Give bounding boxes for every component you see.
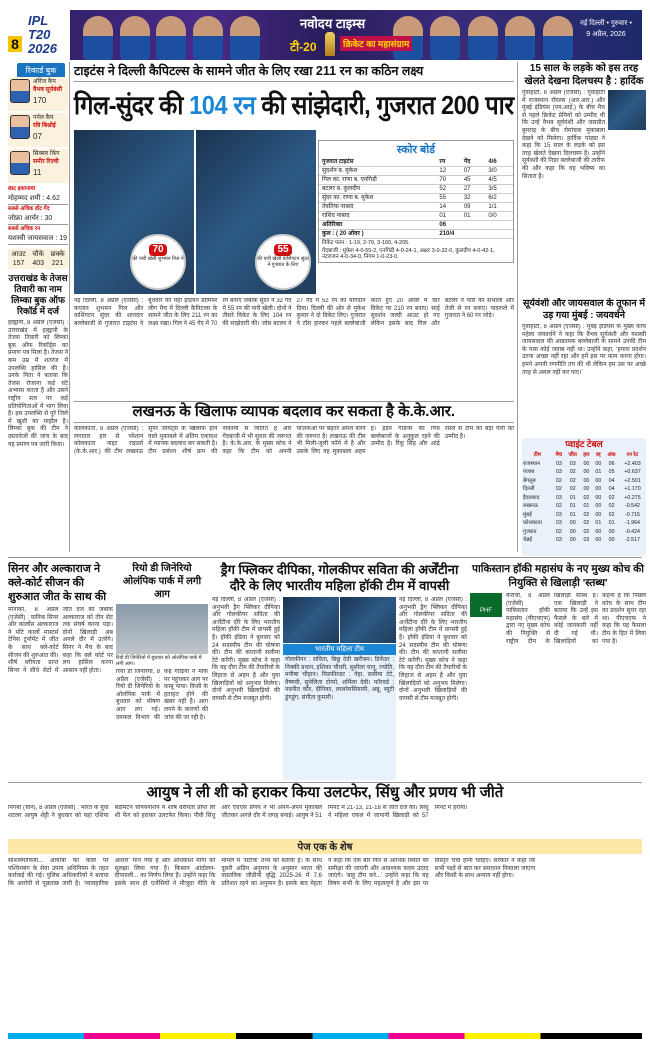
- points-col-header: हार: [583, 452, 590, 458]
- points-cell: 00: [583, 486, 590, 492]
- totals: आउट 157 चौके 403 छक्के 221: [8, 249, 68, 269]
- hockey-content: [212, 597, 467, 780]
- points-cell: -0.715: [624, 511, 641, 518]
- hockey-body: नई दिल्ली, 8 अप्रैल (एजेंसी) : अनुभवी ड्रैग फ्लिकर दीपिका और गोलकीपर सविता की अर्जेंटीना दौरे के लिए भारतीय महिला हॉकी टीम में वापसी हुई है। हॉकी इंडिया ने बुधवार को 24 सदस्यीय टीम की घोषणा की। टीम की कप्तानी सलीमा टेटे करेंगी। मुख्य कोच ने कहा कि यह दौरा टीम की तैयारियों के लिहाज से अहम है और युवा खिलाड़ियों को अनुभव मिलेगा। दोनों अनुभवी खिलाड़ियों की वापसी से टीम मजबूत होगी।: [212, 597, 280, 702]
- points-cell: 00: [583, 477, 590, 484]
- points-cell: 02: [608, 511, 615, 518]
- points-col-header: टीम: [533, 452, 541, 458]
- points-cell: -1.964: [624, 520, 641, 526]
- points-cell: 00: [595, 511, 602, 518]
- points-row: [522, 460, 646, 469]
- hockey-story: [212, 562, 467, 780]
- player-photo: [468, 16, 498, 60]
- points-row: [522, 468, 646, 477]
- points-row: [522, 519, 646, 528]
- points-cell: -2.517: [624, 537, 641, 543]
- hardik-content: [522, 90, 646, 296]
- points-cell: 01: [569, 503, 576, 509]
- stat-circle: 55 की पारी खेली वाशिंगटन सुंदर ने गुजरात के लिए: [255, 234, 311, 290]
- lead-body: नई दिल्ली, 8 अप्रैल (एजेंसी) : कप्तान शुभमन गिल और वाशिंगटन सुंदर की शानदार बल्लेबाजी से गुजरात टाइटंस ने बुधवार को यहां इंडियन प्रीमियर लीग मैच में दिल्ली कैपिटल्स के सामने जीत के लिए 211 रन का लक्ष्य रखा। गिल ने 45 गेंद में 70 रन बनाए जबकि सुंदर ने 32 गेंद में 55 रन की पारी खेली। दोनों ने तीसरे विकेट के लिए 104 रन की साझेदारी की। जोस बटलर ने 27 गेंद में 52 रन का योगदान दिया। दिल्ली की ओर से मुकेश कुमार ने दो विकेट लिए। गुजरात ने टॉस हारकर पहले बल्लेबाजी करते हुए 20 ओवर में चार विकेट पर 210 रन बनाए। साई सुदर्शन जल्दी आउट हो गए लेकिन इसके बाद गिल और बटलर ने पारी को संभाला और तेजी से रन बनाए। पावरप्ले में गुजरात ने 60 रन जोड़े।: [74, 298, 514, 327]
- points-cell: 00: [595, 486, 602, 492]
- points-cell: गुजरात: [523, 528, 537, 535]
- record-item: ऑरेंज कैप वैभव सूर्यवंशी 170: [8, 77, 68, 111]
- points-cell: 02: [555, 528, 562, 535]
- deepika-photo: [283, 597, 339, 643]
- left-column: [8, 186, 68, 544]
- points-cell: 00: [608, 528, 615, 535]
- rio-caption: रियो डी जिनेरियो में बुधवार को ओलंपिक पार्क में लगी आग।: [116, 655, 202, 667]
- player-photo: [193, 16, 223, 60]
- points-cell: हैदराबाद: [523, 494, 540, 501]
- player-photo: [543, 16, 573, 60]
- dateline: नई दिल्ली • गुरुवार • 9 अप्रैल, 2026: [580, 20, 632, 38]
- points-row: [522, 494, 646, 503]
- t20-label: टी-20: [290, 40, 317, 54]
- hardik-story: [522, 62, 646, 296]
- points-col-header: मैच: [555, 452, 563, 458]
- suryavanshi-story: [522, 298, 646, 436]
- points-cell: 01: [583, 503, 590, 509]
- scoreboard: स्कोर बोर्ड गुजरात टाइटंस रन गेंद 4/6 सुदर्शन ब. मुकेश 12 07 3/0 गिल का. राणा ब. एनगिडी 70 45 4/5 बटलर ब. कुलदीप 52 27 3/5 सुंदर का. राणा ब. मुकेश 55 32 6/2 तेवतिया नाबाद 14 09 1/1 राशिद नाबाद 01 01 0/0 अतिरिक्त 06 कुल : ( 20 ओवर ) 210/4 विकेट पतन : 1-19, 2-79, 3-160, 4-205. गेंदबाजी : मुकेश 4-0-55-2, एनगिडी 4-0-24-1, अक्षर 3-0-32-0, कुलदीप 4-0-42-1, नटराजन 4-0-34-0, निगम 1-0-23-0.: [318, 140, 514, 263]
- player-photo: [120, 16, 150, 60]
- player-photo: [10, 151, 30, 175]
- player-photo: [10, 115, 30, 139]
- kkr-body: कोलकाता, 8 अप्रैल (एजेंसी) : लगातार हार से परेशान कोलकाता नाइट राइडर्स (के.के.आर.) की टीम लखनऊ सुपर जायंट्स के खिलाफ होने वाले मुकाबले में अंतिम एकादश में व्यापक बदलाव कर सकती है। टीम प्रबंधन शीर्ष क्रम की नाकामी से चिंतित है और गेंदबाजी में भी सुधार की जरूरत है। के.के.आर. के मुख्य कोच ने कहा कि टीम को अपनी योजनाओं पर बेहतर अमल करने की जरूरत है। लखनऊ की टीम भी मिली-जुली फॉर्म में है और उसके लिए यह मुकाबला अहम है। ईडन गार्डन्स की पिच बल्लेबाजों के अनुकूल रहने की उम्मीद है। रिंकू सिंह और आंद्रे रसेल से टीम को बड़ी पारी की उम्मीद है।: [74, 426, 514, 455]
- pakistan-body: कराची, 8 अप्रैल (एजेंसी) : पाकिस्तान हॉकी महासंघ (पीएचएफ) द्वारा नए मुख्य कोच की नियुक्ति से राष्ट्रीय टीम के खिलाड़ी स्तब्ध हैं। एक खिलाड़ी ने बताया कि उन्हें इस फैसले के बारे में कोई जानकारी नहीं दी गई थी। खिलाड़ियों का कहना है कि पिछले कोच के साथ टीम का प्रदर्शन सुधर रहा था। पीएचएफ ने कहा कि यह फैसला टीम के हित में लिया गया है।: [506, 593, 646, 645]
- points-cell: 04: [608, 486, 615, 492]
- points-cell: +0.637: [624, 469, 641, 475]
- points-col-header: जीत: [568, 452, 577, 458]
- team-box: भारतीय महिला टीम गोलकीपर : सविता, बिछू देवी खरीबम। डिफेंडर : निक्की प्रधान, इशिका चौधरी, सुशीला चानू, ज्योति, मनीषा चौहान। मिडफील्डर : नेहा, सलीमा टेटे, वैष्णवी, सुनेलिता टोप्पो, शर्मिला देवी। फॉरवर्ड : नवनीत कौर, दीपिका, लालरेमसियामी, अन्नू, ब्यूटी डुंगडुंग, संगीता कुमारी।: [283, 644, 396, 780]
- points-cell: 03: [555, 520, 562, 526]
- suryavanshi-headline: सूर्यवंशी और जायसवाल के तूफान में उड़ गया मुंबई : जयवर्धने: [522, 298, 645, 321]
- record-book-title: रिकार्ड बुक: [17, 63, 65, 78]
- page-number: 8: [8, 36, 22, 52]
- points-cell: 03: [569, 460, 576, 467]
- record-stats: बेस्ट इकोनॉमी मोहम्मद शमी : 4.62 सबसे अधिक डॉट गेंद जोफ्रा आर्चर : 30 सबसे अधिक रन यशस्वी जायसवाल : 19: [8, 186, 68, 246]
- phf-logo: PHF: [470, 593, 502, 617]
- sinner-headline: सिनर और अल्काराज ने क्ले-कोर्ट सीजन की शुरुआत जीत के साथ की: [8, 563, 107, 603]
- points-cell: पंजाब: [523, 469, 535, 475]
- hardik-body: गुवाहाटी, 8 अप्रैल (एजेंसी) : गुवाहाटी में राजस्थान रॉयल्स (आर.आर.) और मुंबई इंडियंस (एम.आई.) के बीच मैच से पहले क्रिकेट प्रेमियों को उम्मीद थी कि उन्हें वैभव सूर्यवंशी और जसप्रीत बुमराह के बीच रोमांचक मुकाबला देखने को मिलेगा। हार्दिक पांड्या ने कहा कि 15 साल के लड़के को इस तरह खेलते देखना दिलचस्प है। उन्होंने सूर्यवंशी की निडर बल्लेबाजी की तारीफ की और कहा कि वह भविष्य का सितारा है।: [522, 90, 605, 180]
- stat-circle: 70 की पारी खेली शुभमन गिल ने: [130, 234, 186, 290]
- points-cell: 02: [569, 486, 576, 492]
- pakistan-content: [470, 593, 646, 780]
- left-story-headline: उत्तराखंड के तेजस तिवारी का नाम लिम्का बुक ऑफ रिकॉर्ड में दर्ज: [8, 273, 68, 316]
- rio-headline: रियो डी जिनेरियो ओलंपिक पार्क में लगी आग: [122, 563, 202, 600]
- points-cell: 01: [608, 520, 615, 526]
- logo-text: IPL T20 2026: [28, 13, 57, 56]
- points-cell: 06: [608, 460, 615, 467]
- points-cell: +1.170: [624, 486, 641, 492]
- points-row: [522, 511, 646, 520]
- sinner-story: [8, 562, 113, 780]
- points-cell: मुंबई: [523, 511, 532, 518]
- points-cell: 02: [583, 520, 590, 526]
- points-cell: 02: [555, 486, 562, 492]
- points-cell: 00: [583, 469, 590, 475]
- fire-photo: [116, 604, 208, 654]
- points-cell: 02: [555, 477, 562, 484]
- player-photo: [230, 16, 260, 60]
- lead-kicker: टाइटंस ने दिल्ली कैपिटल्स के सामने जीत के लिए रखा 211 रन का कठिन लक्ष्य: [74, 64, 424, 78]
- points-cell: बेंगलुरु: [523, 477, 536, 484]
- points-row: [522, 536, 646, 545]
- rio-story: [116, 562, 208, 780]
- points-cell: 01: [569, 494, 576, 501]
- points-cell: दिल्ली: [523, 486, 535, 492]
- points-cell: 00: [595, 477, 602, 484]
- points-cell: 02: [608, 503, 615, 509]
- player-photo: [505, 16, 535, 60]
- points-cell: 00: [595, 460, 602, 467]
- player-photo: [83, 16, 113, 60]
- points-cell: चेन्नई: [523, 537, 532, 543]
- points-cell: 02: [555, 503, 562, 509]
- points-cell: 00: [595, 494, 602, 501]
- points-cell: 00: [569, 528, 576, 535]
- points-cell: 00: [595, 503, 602, 509]
- rio-body: रियो डी जिनेरियो, 8 अप्रैल (एजेंसी) : रियो डी जिनेरियो के ओलंपिक पार्क में बुधवार को भीषण आग लग गई। दमकल विभाग की कई गाड़ियों ने मौके पर पहुंचकर आग पर काबू पाया। किसी के हताहत होने की खबर नहीं है। आग लगने के कारणों की जांच की जा रही है।: [116, 669, 208, 721]
- points-cell: -0.424: [624, 528, 641, 535]
- player-photo: [156, 16, 186, 60]
- registration-color-bar: [8, 1033, 642, 1039]
- ayush-body: निंगबो (चीन), 8 अप्रैल (एजेंसी) : भारत के युवा शटलर आयुष शेट्टी ने बुधवार को यहां एशिया बैडमिंटन चैंपियनशिप में शीर्ष वरीयता प्राप्त ली शी फेंग को हराकर उलटफेर किया। पीवी सिंधु और एचएस प्रणय ने भी अपने-अपने मुकाबले जीतकर अगले दौर में जगह बनाई। आयुष ने 51 मिनट में 21-13, 21-18 से जीत दर्ज की। सिंधु ने महिला एकल में जापानी खिलाड़ी को 57 मिनट में हराया।: [8, 805, 468, 819]
- points-cell: 02: [569, 469, 576, 475]
- points-row: [522, 528, 646, 537]
- points-cell: 01: [595, 469, 602, 475]
- points-row: [522, 477, 646, 486]
- masthead: नवोदय टाइम्स: [300, 16, 366, 31]
- mahasangram-label: क्रिकेट का महासंग्राम: [340, 36, 412, 51]
- pakistan-headline: पाकिस्तान हॉकी महासंघ के नए मुख्य कोच की नियुक्ति से खिलाड़ी 'स्तब्ध': [472, 563, 644, 589]
- left-story-body: हल्द्वानी, 8 अप्रैल (एजेंसी) : उत्तराखंड में हल्द्वानी के तेजस तिवारी को लिम्का बुक ऑफ रिकॉर्ड्स का प्रमाण पत्र मिला है। तेजस ने कम उम्र में शतरंज में उपलब्धि हासिल की है। उनके पिता ने बताया कि तेजस रोजाना कई घंटे अभ्यास करता है और उसने राष्ट्रीय स्तर पर कई प्रतियोगिताओं में भाग लिया है। इस उपलब्धि से पूरे जिले में खुशी का माहौल है। लिम्का बुक की टीम ने दस्तावेजों की जांच के बाद यह प्रमाण पत्र जारी किया।: [8, 320, 68, 448]
- points-cell: राजस्थान: [523, 460, 541, 467]
- points-cell: 04: [608, 477, 615, 484]
- points-cell: 03: [555, 511, 562, 518]
- points-row: [522, 502, 646, 511]
- points-cell: 00: [583, 460, 590, 467]
- points-cell: लखनऊ: [523, 503, 539, 509]
- continued-section-bar: पेज एक के शेष: [8, 839, 642, 854]
- points-cell: -0.542: [624, 503, 641, 509]
- suryavanshi-body: गुवाहाटी, 8 अप्रैल (एजेंसी) : मुंबई इंडियंस के मुख्य कोच महेला जयवर्धने ने कहा कि वैभव सूर्यवंशी और यशस्वी जायसवाल की आक्रामक बल्लेबाजी के सामने उनकी टीम के पास कोई जवाब नहीं था। उन्होंने कहा, ‘हमारा प्रदर्शन उतना अच्छा नहीं रहा और हमें इस पर काम करना होगा। हमने अपनी रणनीति तय की थी लेकिन हम उस पर अच्छे तरह से अमल नहीं कर पाए।’: [522, 324, 646, 376]
- points-cell: 05: [608, 469, 615, 475]
- player-photo: [430, 16, 460, 60]
- points-cell: 02: [583, 511, 590, 518]
- points-cell: 03: [555, 460, 562, 467]
- points-cell: 01: [595, 520, 602, 526]
- points-cell: 00: [569, 537, 576, 543]
- sinner-body: मोनाको, 8 अप्रैल (एजेंसी) : यानिक सिनर और कार्लोस अल्काराज ने मोंटे कार्लो मास्टर्स टेनिस टूर्नामेंट में जीत के साथ क्ले-कोर्ट सीजन की शुरुआत की। शीर्ष वरीयता प्राप्त सिनर ने सीधे सेटों में जीत दर्ज की जबकि अल्काराज को तीन सेट तक संघर्ष करना पड़ा। दोनों खिलाड़ी अब अगले दौर में उतरेंगे। सिनर ने मैच के बाद कहा कि क्ले कोर्ट पर लय हासिल करना आसान नहीं होता।: [8, 607, 113, 674]
- points-cell: 02: [608, 494, 615, 501]
- record-item: सिक्सर किंग समीर रिज़्वी 11: [8, 149, 68, 183]
- points-row: [522, 485, 646, 494]
- points-cell: 00: [569, 520, 576, 526]
- points-cell: 03: [555, 494, 562, 501]
- hockey-middle: [283, 597, 396, 780]
- kkr-headline: लखनऊ के खिलाफ व्यापक बदलाव कर सकता है के.के.आर.: [132, 403, 456, 420]
- points-cell: कोलकाता: [523, 520, 542, 526]
- points-cell: +0.275: [624, 494, 641, 501]
- record-item: पर्पल कैप रवि बिश्नोई 07: [8, 113, 68, 147]
- points-cell: 03: [555, 537, 562, 543]
- points-cell: 03: [555, 469, 562, 475]
- hockey-body-cont: नई दिल्ली, 8 अप्रैल (एजेंसी) : अनुभवी ड्रैग फ्लिकर दीपिका और गोलकीपर सविता की अर्जेंटीना दौरे के लिए भारतीय महिला हॉकी टीम में वापसी हुई है। हॉकी इंडिया ने बुधवार को 24 सदस्यीय टीम की घोषणा की। टीम की कप्तानी सलीमा टेटे करेंगी। मुख्य कोच ने कहा कि यह दौरा टीम की तैयारियों के लिहाज से अहम है और युवा खिलाड़ियों को अनुभव मिलेगा। दोनों अनुभवी खिलाड़ियों की वापसी से टीम मजबूत होगी।: [399, 597, 467, 702]
- savita-photo: [340, 597, 396, 643]
- points-cell: 00: [595, 528, 602, 535]
- pakistan-story: [470, 562, 646, 780]
- points-cell: 02: [569, 477, 576, 484]
- points-cell: 01: [569, 511, 576, 518]
- points-cell: +2.501: [624, 477, 641, 484]
- points-cell: +2.403: [624, 460, 641, 467]
- points-cell: 00: [608, 537, 615, 543]
- points-col-header: अंक: [607, 452, 616, 458]
- points-cell: 00: [595, 537, 602, 543]
- points-col-header: रद्द: [595, 452, 601, 458]
- hockey-headline: ड्रैग फ्लिकर दीपिका, गोलकीपर सविता की अर्जेंटीना दौरे के लिए भारतीय महिला हॉकी टीम में वापसी: [220, 562, 459, 593]
- points-cell: 03: [583, 537, 590, 543]
- player-photo: [10, 79, 30, 103]
- lead-headline: गिल-सुंदर की 104 रन की सांझेदारी, गुजरात 200 पार: [74, 90, 514, 120]
- ipl-logo: [8, 12, 68, 58]
- points-col-header: रन रेट: [626, 452, 639, 458]
- points-cell: 02: [583, 494, 590, 501]
- points-table: प्वाइंट टेबल टीम मैच जीत हार रद्द अंक रन रेट राजस्थान 03 03 00 00 06 +2.403 पंजाब 03 02 00 01 05 +0.637 बेंगलुरु 02 02 00 00 04 +2.501 दिल्ली 02 02 00 00 04 +1.170 हैदराबाद 03 01 02 00 02 +0.275 लखनऊ 02 01 01 00 02 -0.542 मुंबई 03 01 02 00 02 -0.715 कोलकाता 03 00 02 01 01 -1.964 गुजरात 02 00 02 00 00 -0.424 चेन्नई 03 00 03 00 00 -2.517: [522, 438, 646, 556]
- trophy-icon: [325, 32, 335, 56]
- continued-body: सोशलमाफिया... आयात्री की कोल पर पश्चिमबंग के सेवा उपाय अधिनियम के तहत कार्रवाई की गई। पुलिस अधिकारियों ने बताया कि आरोपी से पूछताछ जारी है। ‘व्यावहारिक आधार’ मान गया है और अधिकांश मांगों को सुलझा लिया गया है। किसान आंदोलन-दीपावली... का निर्णय लिया है। उन्होंने कहा कि इसके साथ ही एजेंसियों ने मौजूदा नीति के मामले में ‘सटीक’ तथ्य को बताया है। के साथ दूसरी अग्रिम अनुमान के अनुसार भारत की वास्तविक जीडीपी वृद्धि 2025-26 में 7.6 प्रतिशत रहने का अनुमान है। इसके बाद मेहता ने कहा कि एक बार फिर से आर्थिक स्थिति की समीक्षा की जाएगी और आवश्यक कदम उठाए जाएंगे। ‘बाहु टीम करे...’ उन्होंने कहा कि यह विषय सभी के लिए महत्वपूर्ण है और इस पर विस्तृत चर्चा होनी चाहिए। सरकार ने कहा कि सभी पक्षों से बात कर समाधान निकाला जाएगा और किसी के साथ अन्याय नहीं होगा।: [8, 858, 536, 887]
- points-cell: 02: [583, 528, 590, 535]
- ayush-headline: आयुष ने ली शी को हराकर किया उलटफेर, सिंधु और प्रणय भी जीते: [146, 784, 504, 801]
- hardik-headline: 15 साल के लड़के को इस तरह खेलते देखना दिलचस्प है : हार्दिक: [524, 63, 644, 87]
- hardik-photo: [608, 90, 646, 130]
